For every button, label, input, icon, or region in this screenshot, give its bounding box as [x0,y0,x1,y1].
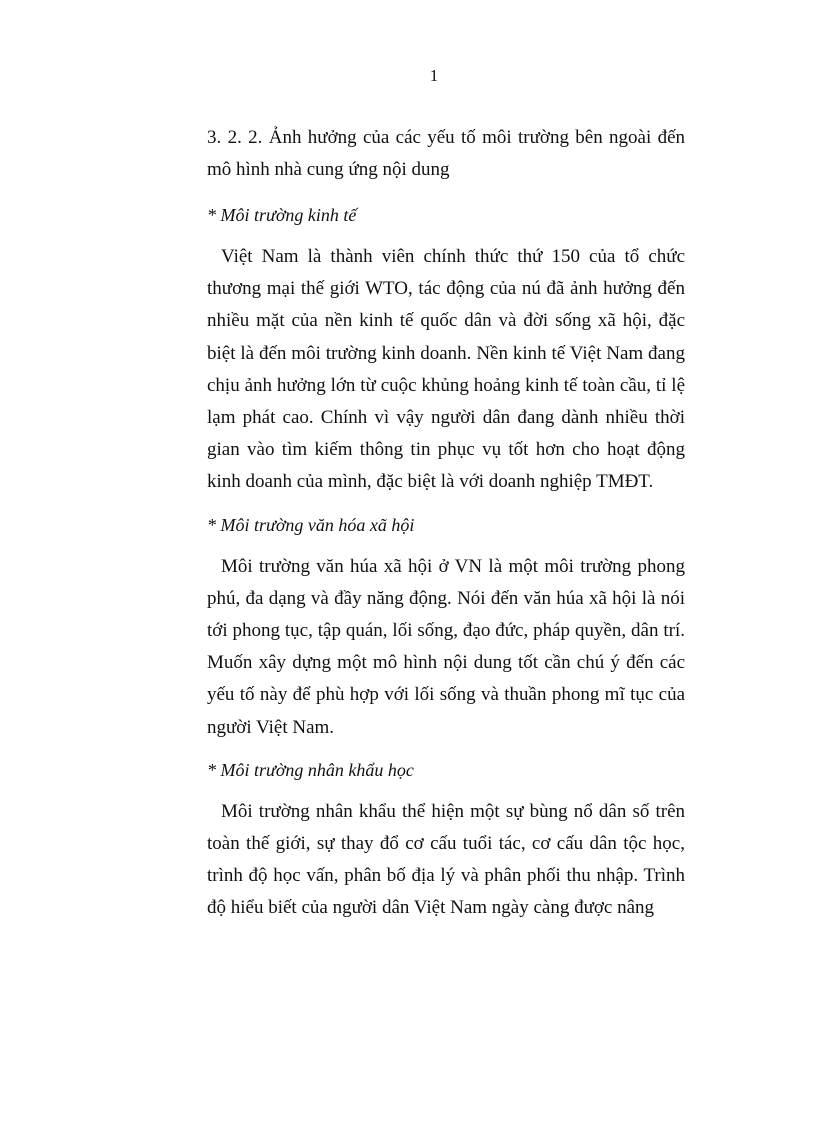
document-body [207,122,685,925]
paragraph-economic: Việt Nam là thành viên chính thức thứ 150 của tổ chức thương mại thế giới WTO, tác động của nú đã ảnh hưởng đến nhiều mặt của nền kinh tế quốc dân và đời sống xã hội, đặc biệt là đến môi trường kinh doanh. Nền kinh tế Việt Nam đang chịu ảnh hưởng lớn từ cuộc khủng hoảng kinh tế toàn cầu, tỉ lệ lạm phát cao. Chính vì vậy người dân đang dành nhiều thời gian vào tìm kiếm thông tin phục vụ tốt hơn cho hoạt động kinh doanh của mình, đặc biệt là với doanh nghiệp TMĐT. [207,246,685,493]
subsection-title-cultural: * Môi trường văn hóa xã hội [207,514,415,535]
paragraph-demographic: Môi trường nhân khẩu thể hiện một sự bùng nổ dân số trên toàn thế giới, sự thay đổ cơ cấu tuổi tác, cơ cấu dân tộc học, trình độ học vấn, phân bố địa lý và phân phối thu nhập. Trình độ hiểu biết của người dân Việt Nam ngày càng được nâng [207,800,685,919]
paragraph-cultural: Môi trường văn húa xã hội ở VN là một môi trường phong phú, đa dạng và đầy năng động. Nói đến văn húa xã hội là nói tới phong tục, tập quán, lối sống, đạo đức, pháp quyền, dân trí. Muốn xây dựng một mô hình nội dung tốt cần chú ý đến các yếu tố này để phù hợp với lối sống và thuần phong mĩ tục của người Việt Nam. [207,555,685,738]
subsection-title-economic: * Môi trường kinh tế [207,205,357,225]
section-heading: 3. 2. 2. Ảnh hưởng của các yếu tố môi trường bên ngoài đến mô hình nhà cung ứng nội dung [207,127,685,180]
page-number: 1 [429,66,439,85]
subsection-title-demographic: * Môi trường nhân khẩu học [207,759,414,780]
